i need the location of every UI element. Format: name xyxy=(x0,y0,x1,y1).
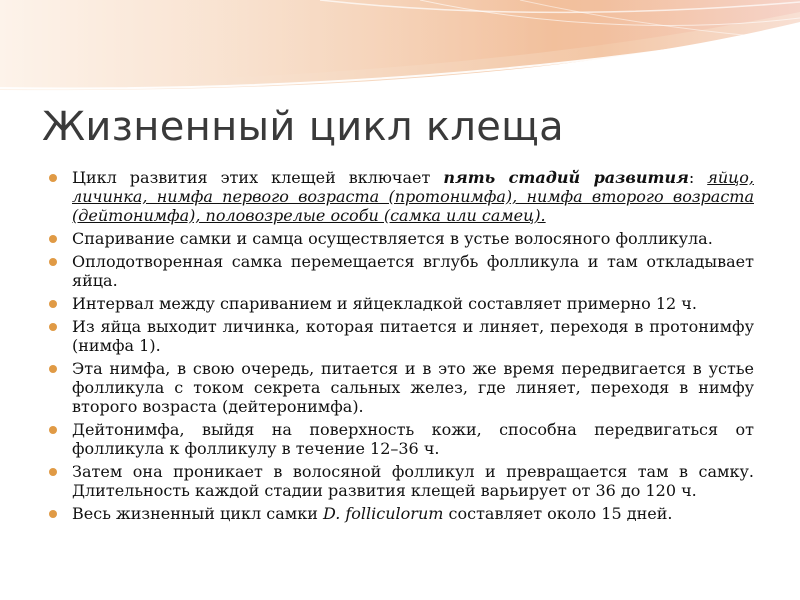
bullet-item xyxy=(48,294,754,313)
bullet-colon: : xyxy=(688,168,708,187)
bullet-text: Оплодотворенная самка перемещается вглубь фолликула и там откладывает яйца. xyxy=(72,252,754,290)
bullet-dot-icon xyxy=(49,365,57,373)
bullet-text: Цикл развития этих клещей включает xyxy=(72,168,444,187)
bullet-item xyxy=(48,359,754,416)
bullet-item xyxy=(48,462,754,500)
bullet-dot-icon xyxy=(49,235,57,243)
bullet-text: Эта нимфа, в свою очередь, питается и в это же время передвигается в устье фолликула с током секрета сальных желез, где линяет, переходя в нимфу второго возраста (дейтеронимфа). xyxy=(72,359,754,416)
bullet-dot-icon xyxy=(49,174,57,182)
bullet-item xyxy=(48,229,754,248)
bullet-text: Интервал между спариванием и яйцекладкой составляет примерно 12 ч. xyxy=(72,294,697,313)
bullet-dot-icon xyxy=(49,426,57,434)
bullet-item xyxy=(48,168,754,225)
bullet-item xyxy=(48,252,754,290)
bullet-emphasis: пять стадий развития xyxy=(443,168,689,187)
bullet-dot-icon xyxy=(49,300,57,308)
bullet-text-end: составляет около 15 дней. xyxy=(443,504,673,523)
bullet-list xyxy=(48,168,754,523)
bullet-dot-icon xyxy=(49,468,57,476)
bullet-underlined-text: яйцо, личинка, нимфа первого возраста (протонимфа), нимфа второго возраста (дейтонимфа), половозрелые особи (самка или самец). xyxy=(72,168,754,225)
bullet-dot-icon xyxy=(49,323,57,331)
bullet-text: Затем она проникает в волосяной фолликул и превращается там в самку. Длительность каждой стадии развития клещей варьирует от 36 до 120 ч. xyxy=(72,462,754,500)
species-name: D. folliculorum xyxy=(322,504,444,523)
bullet-item xyxy=(48,420,754,458)
slide-title: Жизненный цикл клеща xyxy=(42,104,564,150)
bullet-text: Спаривание самки и самца осуществляется в устье волосяного фолликула. xyxy=(72,229,713,248)
bullet-dot-icon xyxy=(49,510,57,518)
bullet-item xyxy=(48,504,754,523)
decorative-header-banner xyxy=(0,0,800,100)
bullet-item xyxy=(48,317,754,355)
bullet-text: Дейтонимфа, выйдя на поверхность кожи, способна передвигаться от фолликула к фолликулу в течение 12–36 ч. xyxy=(72,420,754,458)
bullet-dot-icon xyxy=(49,258,57,266)
bullet-text: Из яйца выходит личинка, которая питается и линяет, переходя в протонимфу (нимфа 1). xyxy=(72,317,754,355)
slide-content xyxy=(48,168,754,527)
bullet-text: Весь жизненный цикл самки xyxy=(72,504,323,523)
